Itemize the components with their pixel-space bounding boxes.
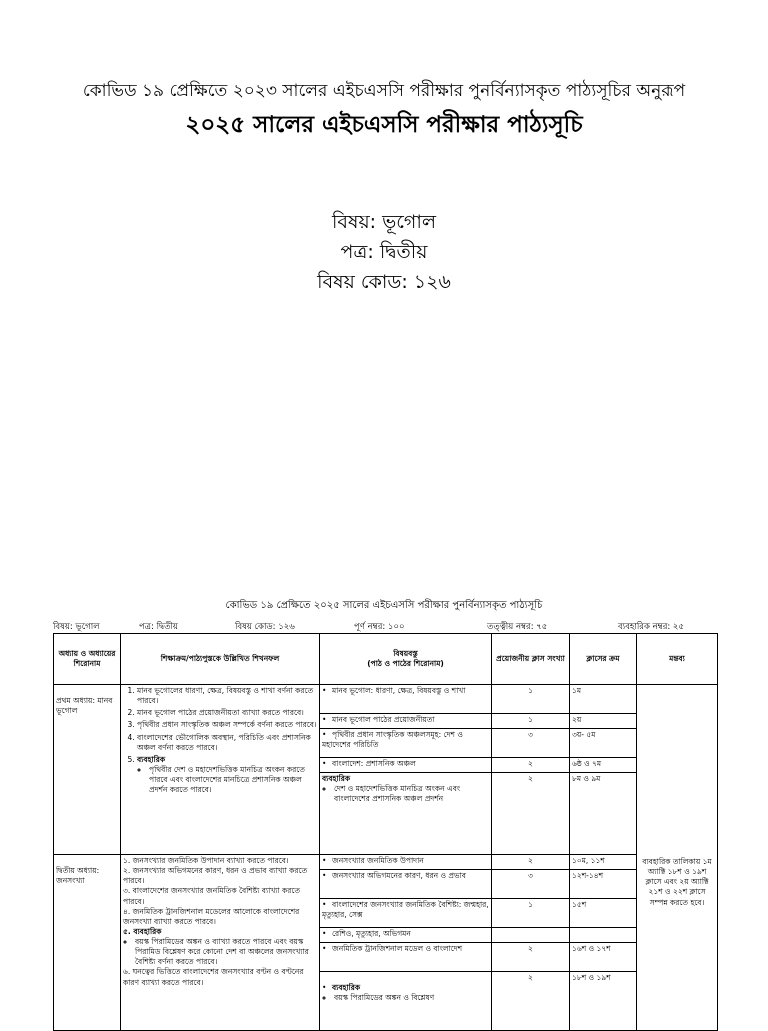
content-item: বাংলাদেশ: প্রশাসনিক অঞ্চল — [332, 759, 416, 768]
chapter-2-remark: ব্যবহারিক তালিকায় ১ম অ্যাক্টি ১৮শ ও ১৯শ ক্লাসে এবং ২য় অ্যাক্টি ২১শ ও ২২শ ক্লাসে সম্পন্ন করতে হবে। — [642, 857, 712, 907]
chapter-2-title: দ্বিতীয় অধ্যায়: জনসংখ্যা — [54, 855, 121, 1031]
list-item: ৬. ঘনত্বের ভিত্তিতে বাংলাদেশের জনসংখ্যার বণ্টন ও বণ্টনের কারণ ব্যাখ্যা করতে পারবে। — [123, 967, 304, 987]
list-item: 2. মানব ভূগোল পাঠের প্রয়োজনীয়তা ব্যাখ্যা করতে পারবে। — [137, 708, 317, 718]
practical-label: ব্যবহারিক — [137, 754, 166, 764]
list-item: ◦ পৃথিবীর দেশ ও মহাদেশভিত্তিক মানচিত্র অংকন করতে পারবে এবং বাংলাদেশের মানচিত্রে প্রশাসনিক অঞ্চল প্রদর্শন করতে পারবে। — [149, 765, 317, 795]
content-item: পৃথিবীর প্রধান সাংস্কৃতিক অঞ্চলসমূহ: দেশ ও মহাদেশের পরিচিতি — [322, 730, 463, 750]
cover-subject: বিষয়: ভূগোল — [331, 211, 437, 233]
chapter-2-outcomes — [121, 855, 320, 1031]
list-item: 4. বাংলাদেশের ভৌগোলিক অবস্থান, পরিচিতি এবং প্রশাসনিক অঞ্চল বর্ণনা করতে পারবে। — [137, 733, 317, 753]
table-row — [54, 685, 718, 855]
header-classes: প্রয়োজনীয় ক্লাস সংখ্যা — [492, 634, 570, 685]
syllabus-table — [53, 633, 718, 1031]
content-item: বাংলাদেশের জনসংখ্যার জনমিতিক বৈশিষ্ট্য: জন্মহার, মৃত্যুহার, সেক্স — [322, 900, 489, 920]
cover-code: বিষয় কোড: ১২৬ — [317, 271, 451, 293]
list-item — [137, 755, 317, 796]
chapter-1-content — [320, 685, 492, 855]
header-content-sub: (পাঠ ও পাঠের শিরোনাম) — [367, 659, 444, 668]
content-item: মানব ভূগোল: ধারণা, ক্ষেত্র, বিষয়বস্তু ও শাখা — [332, 686, 466, 695]
remarks-cell — [637, 685, 718, 1031]
content-item: রেশিও, মৃত্যুহার, অভিগমন — [332, 929, 411, 938]
practical-label: ব্যবহারিক — [322, 774, 351, 783]
list-item: ◦ বয়স্ক পিরামিডের অঙ্কন ও ব্যাখ্যা করতে পারবে এবং বয়স্ক পিরামিড বিশ্লেষণ করে কোনো দেশ বা অঞ্চলের জনসংখ্যার বৈশিষ্ট্য বর্ণনা করতে পারবে। — [135, 937, 317, 967]
content-item: ◦ দেশ ও মহাদেশভিত্তিক মানচিত্র অংকন এবং বাংলাদেশের প্রশাসনিক অঞ্চল প্রদর্শন — [334, 784, 489, 804]
list-item: 3. পৃথিবীর প্রধান সাংস্কৃতিক অঞ্চল সম্পর্কে বর্ণনা করতে পারবে। — [137, 720, 317, 730]
chapter-1-outcomes — [121, 685, 320, 855]
content-item: মানব ভূগোল পাঠের প্রয়োজনীয়তা — [332, 715, 435, 724]
list-item: ১. জনসংখ্যার জনমিতিক উপাদান ব্যাখ্যা করতে পারবে। — [123, 856, 289, 865]
chapter-2-sequence: ১০ম, ১১শ ১২শ-১৪শ ১৫শ ১৬শ ও ১৭শ ১৮শ ও ১৯শ — [570, 855, 637, 1031]
header-remarks: মন্তব্য — [637, 634, 718, 685]
header-content-main: বিষয়বস্তু — [393, 648, 418, 658]
list-item: ৪. জনমিতিক ট্রানজিশনাল মডেলের আলোকে বাংলাদেশের জনসংখ্যা ব্যাখ্যা করতে পারবে। — [123, 906, 300, 926]
meta-theory-marks: তত্ত্বীয় নম্বর: ৭৫ — [487, 622, 548, 632]
meta-code: বিষয় কোড: ১২৬ — [235, 622, 295, 632]
list-item: ২. জনসংখ্যার অভিগমনের কারণ, ধরন ও প্রভাব ব্যাখ্যা করতে পারবে। — [123, 866, 308, 886]
meta-subject: বিষয়: ভূগোল — [53, 622, 100, 632]
header-chapter: অধ্যায় ও অধ্যায়ের শিরোনাম — [54, 634, 121, 685]
chapter-1-sequence: ১ম ২য় ৩য়- ৫ম ৬ষ্ঠ ও ৭ম ৮ম ও ৯ম — [570, 685, 637, 855]
meta-paper: পত্র: দ্বিতীয় — [139, 622, 178, 632]
chapter-2-classes: ২ ৩ ১ ২ ২ — [492, 855, 570, 1031]
table-header-row — [54, 634, 718, 685]
chapter-1-classes: ১ ১ ৩ ২ ২ — [492, 685, 570, 855]
chapter-2-content — [320, 855, 492, 1031]
content-item: জনসংখ্যার অভিগমনের কারণ, ধরন ও প্রভাব — [332, 871, 466, 880]
cover-title: ২০২৫ সালের এইচএসসি পরীক্ষার পাঠ্যসূচি — [185, 112, 583, 138]
practical-label: ৫. ব্যবহারিক — [123, 926, 162, 936]
content-item: ◦ বয়স্ক পিরামিডের অঙ্কন ও বিশ্লেষণ — [334, 993, 489, 1003]
syllabus-title: কোভিড ১৯ প্রেক্ষিতে ২০২৫ সালের এইচএসসি পরীক্ষার পুনর্বিন্যাসকৃত পাঠ্যসূচি — [225, 600, 543, 611]
list-item: 1. মানব ভূগোলের ধারণা, ক্ষেত্র, বিষয়বস্তু ও শাখা বর্ণনা করতে পারবে। — [137, 686, 317, 706]
cover-paper: পত্র: দ্বিতীয় — [340, 241, 428, 263]
list-item: ৩. বাংলাদেশের জনসংখ্যার জনমিতিক বৈশিষ্ট্য ব্যাখ্যা করতে পারবে। — [123, 886, 300, 906]
table-row — [54, 855, 718, 1031]
chapter-1-title: প্রথম অধ্যায়: মানব ভূগোল — [54, 685, 121, 855]
practical-label: ব্যবহারিক — [332, 983, 361, 992]
cover-line-1: কোভিড ১৯ প্রেক্ষিতে ২০২৩ সালের এইচএসসি পরীক্ষার পুনর্বিন্যাসকৃত পাঠ্যসূচির অনুরূপ — [82, 81, 686, 101]
header-content — [320, 634, 492, 685]
header-sequence: ক্লাসের ক্রম — [570, 634, 637, 685]
content-item: জনসংখ্যার জনমিতিক উপাদান — [332, 856, 424, 865]
meta-full-marks: পূর্ণ নম্বর: ১০০ — [354, 622, 405, 632]
content-item: জনমিতিক ট্রানজিশনাল মডেল ও বাংলাদেশ — [332, 944, 463, 953]
meta-practical-marks: ব্যবহারিক নম্বর: ২৫ — [618, 622, 684, 632]
header-outcomes: শিক্ষাক্রম/পাঠ্যপুস্তকে উল্লিখিত শিখনফল — [121, 634, 320, 685]
